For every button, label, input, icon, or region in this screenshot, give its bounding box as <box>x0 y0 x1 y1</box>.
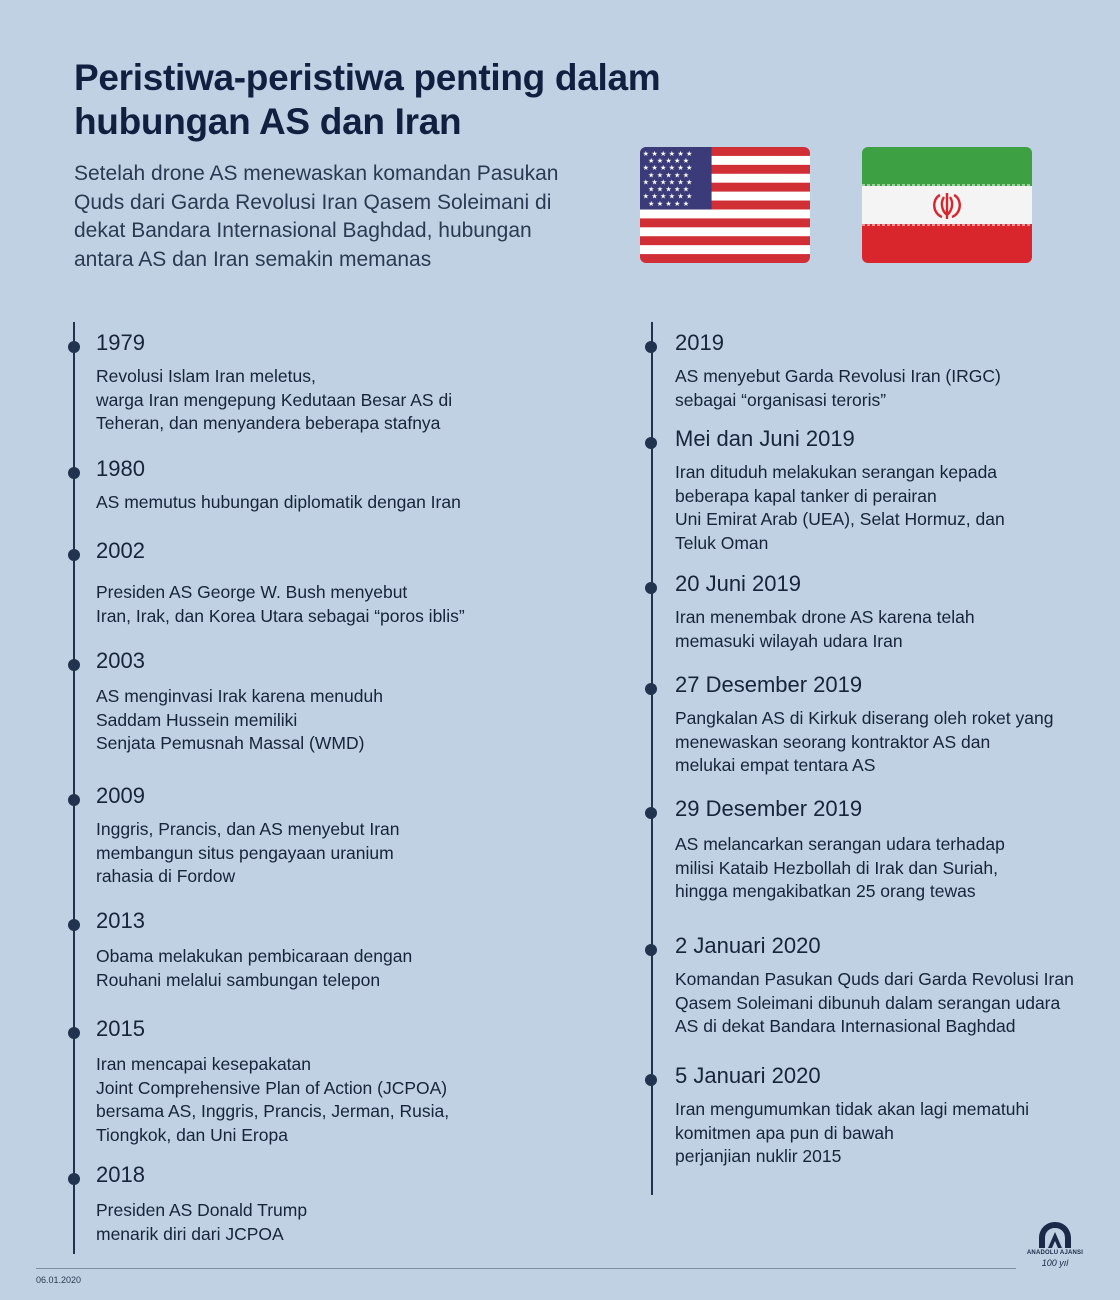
timeline-event <box>675 1062 1029 1169</box>
timeline-event <box>675 329 1001 412</box>
page-subtitle: Setelah drone AS menewaskan komandan Pasukan Quds dari Garda Revolusi Iran Qasem Soleimani di dekat Bandara Internasional Baghdad, hubungan antara AS dan Iran semakin memanas <box>74 162 559 271</box>
timeline-dot-icon <box>68 549 80 561</box>
logo-badge: 100 yıl <box>1041 1258 1069 1268</box>
timeline-dot-icon <box>68 794 80 806</box>
svg-text:★ ★ ★ ★ ★ ★: ★ ★ ★ ★ ★ ★ <box>642 177 693 187</box>
event-description: AS memutus hubungan diplomatik dengan Iran <box>96 492 461 512</box>
svg-text:★ ★ ★ ★ ★ ★: ★ ★ ★ ★ ★ ★ <box>642 148 693 158</box>
event-description: AS menginvasi Irak karena menuduh Saddam Hussein memiliki Senjata Pemusnah Massal (WMD) <box>96 686 383 753</box>
event-description: Iran mencapai kesepakatan Joint Comprehensive Plan of Action (JCPOA) bersama AS, Inggris, Prancis, Jerman, Rusia, Tiongkok, dan Uni Eropa <box>96 1054 450 1145</box>
svg-text:★ ★ ★ ★ ★ ★: ★ ★ ★ ★ ★ ★ <box>642 191 693 201</box>
event-year: 2009 <box>96 783 145 808</box>
svg-text:★ ★ ★ ★ ★: ★ ★ ★ ★ ★ <box>648 170 690 180</box>
timeline-event <box>675 425 1005 555</box>
event-description: Iran dituduh melakukan serangan kepada beberapa kapal tanker di perairan Uni Emirat Arab (UEA), Selat Hormuz, dan Teluk Oman <box>675 462 1005 553</box>
timeline-event <box>675 795 1005 904</box>
timeline-event <box>96 647 383 756</box>
event-year: 29 Desember 2019 <box>675 796 863 821</box>
event-description: Iran mengumumkan tidak akan lagi mematuhi komitmen apa pun di bawah perjanjian nuklir 2015 <box>675 1099 1030 1166</box>
event-year: 1979 <box>96 330 145 355</box>
event-year: 1980 <box>96 456 145 481</box>
timeline-event <box>96 537 465 628</box>
iran-flag-icon <box>862 147 1032 263</box>
timeline-event <box>96 782 400 889</box>
timeline-dot-icon <box>645 437 657 449</box>
timeline-dot-icon <box>645 341 657 353</box>
svg-text:★ ★ ★ ★ ★ ★: ★ ★ ★ ★ ★ ★ <box>642 163 693 173</box>
event-description: Presiden AS George W. Bush menyebut Iran, Irak, dan Korea Utara sebagai “poros iblis” <box>96 582 465 626</box>
timeline-dot-icon <box>645 683 657 695</box>
timeline-event <box>675 570 975 653</box>
event-year: 5 Januari 2020 <box>675 1063 821 1088</box>
timeline-dot-icon <box>645 1074 657 1086</box>
timeline-event <box>96 1161 307 1246</box>
timeline-event <box>675 932 1074 1039</box>
event-year: 2019 <box>675 330 724 355</box>
footer-divider <box>36 1268 1016 1269</box>
timeline-dot-icon <box>68 1027 80 1039</box>
timeline-event <box>96 1015 449 1147</box>
anadolu-logo <box>1022 1220 1088 1290</box>
logo-text: ANADOLU AJANSI <box>1026 1250 1084 1256</box>
timeline-event <box>96 329 452 436</box>
timeline-dot-icon <box>645 582 657 594</box>
event-year: 20 Juni 2019 <box>675 571 801 596</box>
svg-text:★ ★ ★ ★ ★: ★ ★ ★ ★ ★ <box>648 184 690 194</box>
timeline-dot-icon <box>68 467 80 479</box>
timeline-event <box>675 671 1053 778</box>
title-line-1: Peristiwa-peristiwa penting dalam <box>74 57 661 98</box>
timeline-line-left <box>73 322 75 1254</box>
event-description: Revolusi Islam Iran meletus, warga Iran mengepung Kedutaan Besar AS di Teheran, dan menyandera beberapa stafnya <box>96 366 453 433</box>
timeline-line-right <box>651 322 653 1195</box>
event-year: 27 Desember 2019 <box>675 672 863 697</box>
event-description: Iran menembak drone AS karena telah memasuki wilayah udara Iran <box>675 607 975 651</box>
event-year: 2 Januari 2020 <box>675 933 821 958</box>
us-flag-icon <box>640 147 810 263</box>
event-year: 2018 <box>96 1162 145 1187</box>
event-year: 2003 <box>96 648 145 673</box>
event-description: Komandan Pasukan Quds dari Garda Revolusi Iran Qasem Soleimani dibunuh dalam serangan udara AS di dekat Bandara Internasional Baghdad <box>675 969 1074 1036</box>
event-description: Obama melakukan pembicaraan dengan Rouhani melalui sambungan telepon <box>96 946 413 990</box>
event-description: Presiden AS Donald Trump menarik diri dari JCPOA <box>96 1200 308 1244</box>
event-year: Mei dan Juni 2019 <box>675 426 855 451</box>
anadolu-logo-icon <box>1037 1220 1073 1250</box>
svg-text:★ ★ ★ ★ ★: ★ ★ ★ ★ ★ <box>648 156 690 166</box>
event-description: AS menyebut Garda Revolusi Iran (IRGC) sebagai “organisasi teroris” <box>675 366 1001 410</box>
event-description: Pangkalan AS di Kirkuk diserang oleh roket yang menewaskan seorang kontraktor AS dan melukai empat tentara AS <box>675 708 1054 775</box>
event-year: 2015 <box>96 1016 145 1041</box>
event-description: AS melancarkan serangan udara terhadap milisi Kataib Hezbollah di Irak dan Suriah, hingga mengakibatkan 25 orang tewas <box>675 834 1005 901</box>
timeline-dot-icon <box>68 659 80 671</box>
event-year: 2002 <box>96 538 145 563</box>
svg-text:★ ★ ★ ★ ★: ★ ★ ★ ★ ★ <box>648 198 690 208</box>
footer-date: 06.01.2020 <box>36 1275 82 1285</box>
timeline-event <box>96 907 412 992</box>
timeline-event <box>96 455 461 515</box>
event-description: Inggris, Prancis, dan AS menyebut Iran membangun situs pengayaan uranium rahasia di Fordow <box>96 819 400 886</box>
timeline-dot-icon <box>645 944 657 956</box>
event-year: 2013 <box>96 908 145 933</box>
timeline-dot-icon <box>645 807 657 819</box>
page-title <box>74 56 774 144</box>
timeline-dot-icon <box>68 341 80 353</box>
timeline-dot-icon <box>68 919 80 931</box>
title-line-2: hubungan AS dan Iran <box>74 101 462 142</box>
timeline-dot-icon <box>68 1173 80 1185</box>
